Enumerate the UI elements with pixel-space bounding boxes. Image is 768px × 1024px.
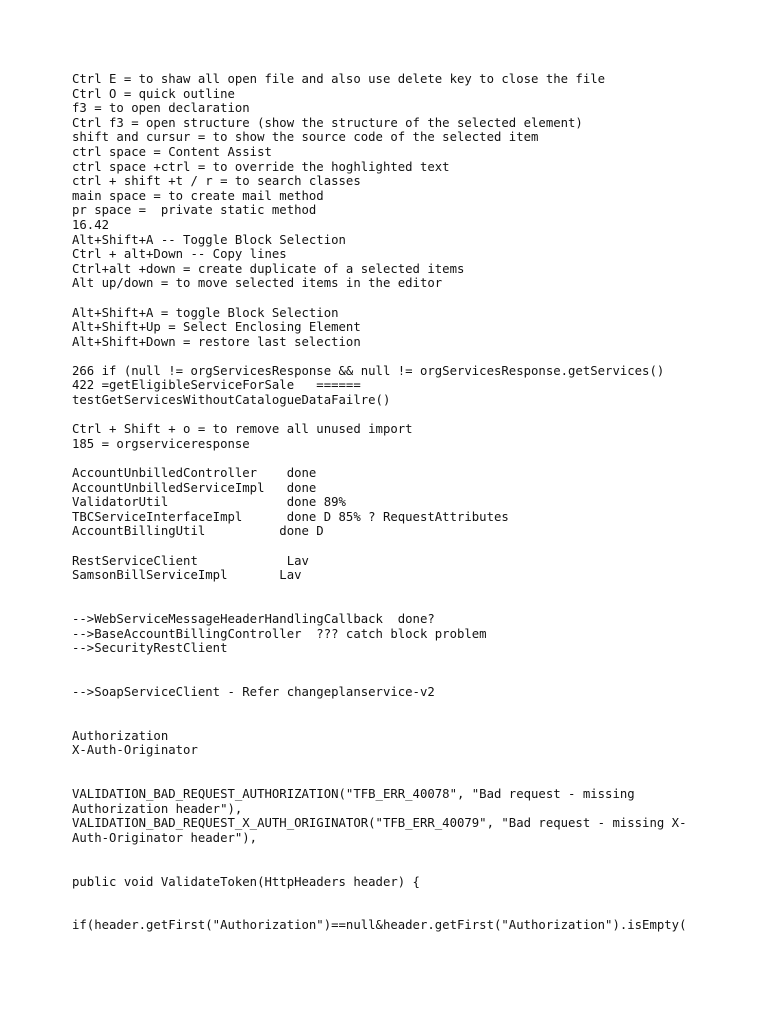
text-line: -->SecurityRestClient	[72, 641, 228, 656]
text-line: ctrl + shift +t / r = to search classes	[72, 174, 361, 189]
text-line: ctrl space = Content Assist	[72, 144, 272, 159]
text-line: pr space = private static method	[72, 203, 317, 218]
text-line: Alt+Shift+A -- Toggle Block Selection	[72, 232, 346, 247]
text-line: X-Auth-Originator	[72, 743, 198, 758]
blank-line	[72, 889, 762, 904]
text-line: RestServiceClient Lav	[72, 553, 309, 568]
text-line: -->SoapServiceClient - Refer changeplanservice-v2	[72, 684, 435, 699]
document-body	[72, 72, 762, 933]
blank-line	[72, 773, 762, 788]
text-line: AccountBillingUtil done D	[72, 524, 324, 539]
text-line: Auth-Originator header"),	[72, 830, 258, 845]
text-line: ValidatorUtil done 89%	[72, 495, 346, 510]
text-line: AccountUnbilledServiceImpl done	[72, 480, 317, 495]
blank-line	[72, 845, 762, 860]
blank-line	[72, 860, 762, 875]
text-line: Ctrl f3 = open structure (show the structure of the selected element)	[72, 115, 583, 130]
blank-line	[72, 758, 762, 773]
text-line: public void ValidateToken(HttpHeaders header) {	[72, 874, 420, 889]
blank-line	[72, 291, 762, 306]
blank-line	[72, 451, 762, 466]
blank-line	[72, 904, 762, 919]
text-line: 16.42	[72, 217, 110, 232]
text-line: TBCServiceInterfaceImpl done D 85% ? RequestAttributes	[72, 509, 509, 524]
text-line: 185 = orgserviceresponse	[72, 436, 250, 451]
blank-line	[72, 700, 762, 715]
blank-line	[72, 408, 762, 423]
blank-line	[72, 670, 762, 685]
text-line: -->BaseAccountBillingController ??? catch block problem	[72, 626, 487, 641]
blank-line	[72, 539, 762, 554]
text-line: 266 if (null != orgServicesResponse && null != orgServicesResponse.getServices()	[72, 363, 665, 378]
text-line: AccountUnbilledController done	[72, 466, 317, 481]
text-line: SamsonBillServiceImpl Lav	[72, 568, 302, 583]
text-line: main space = to create mail method	[72, 188, 324, 203]
text-line: Alt up/down = to move selected items in the editor	[72, 276, 443, 291]
text-line: Ctrl E = to shaw all open file and also use delete key to close the file	[72, 72, 606, 86]
text-line: Authorization header"),	[72, 801, 243, 816]
text-line: if(header.getFirst("Authorization")==null&header.getFirst("Authorization").isEmpty(	[72, 918, 687, 933]
text-line: Ctrl O = quick outline	[72, 86, 235, 101]
blank-line	[72, 656, 762, 671]
text-line: Alt+Shift+Up = Select Enclosing Element	[72, 320, 361, 335]
text-line: Ctrl+alt +down = create duplicate of a selected items	[72, 261, 465, 276]
text-line: testGetServicesWithoutCatalogueDataFailre()	[72, 393, 391, 408]
text-line: VALIDATION_BAD_REQUEST_X_AUTH_ORIGINATOR("TFB_ERR_40079", "Bad request - missing X-	[72, 816, 687, 831]
text-line: VALIDATION_BAD_REQUEST_AUTHORIZATION("TFB_ERR_40078", "Bad request - missing	[72, 787, 635, 802]
blank-line	[72, 714, 762, 729]
blank-line	[72, 597, 762, 612]
text-line: Authorization	[72, 728, 169, 743]
text-line: Alt+Shift+Down = restore last selection	[72, 334, 361, 349]
text-line: 422 =getEligibleServiceForSale ======	[72, 378, 361, 393]
text-line: Alt+Shift+A = toggle Block Selection	[72, 305, 339, 320]
text-line: -->WebServiceMessageHeaderHandlingCallback done?	[72, 611, 435, 626]
text-line: Ctrl + alt+Down -- Copy lines	[72, 247, 287, 262]
text-line: ctrl space +ctrl = to override the hoghlighted text	[72, 159, 450, 174]
text-line: shift and cursur = to show the source code of the selected item	[72, 130, 539, 145]
text-line: f3 = to open declaration	[72, 101, 250, 116]
blank-line	[72, 583, 762, 598]
blank-line	[72, 349, 762, 364]
text-line: Ctrl + Shift + o = to remove all unused import	[72, 422, 413, 437]
